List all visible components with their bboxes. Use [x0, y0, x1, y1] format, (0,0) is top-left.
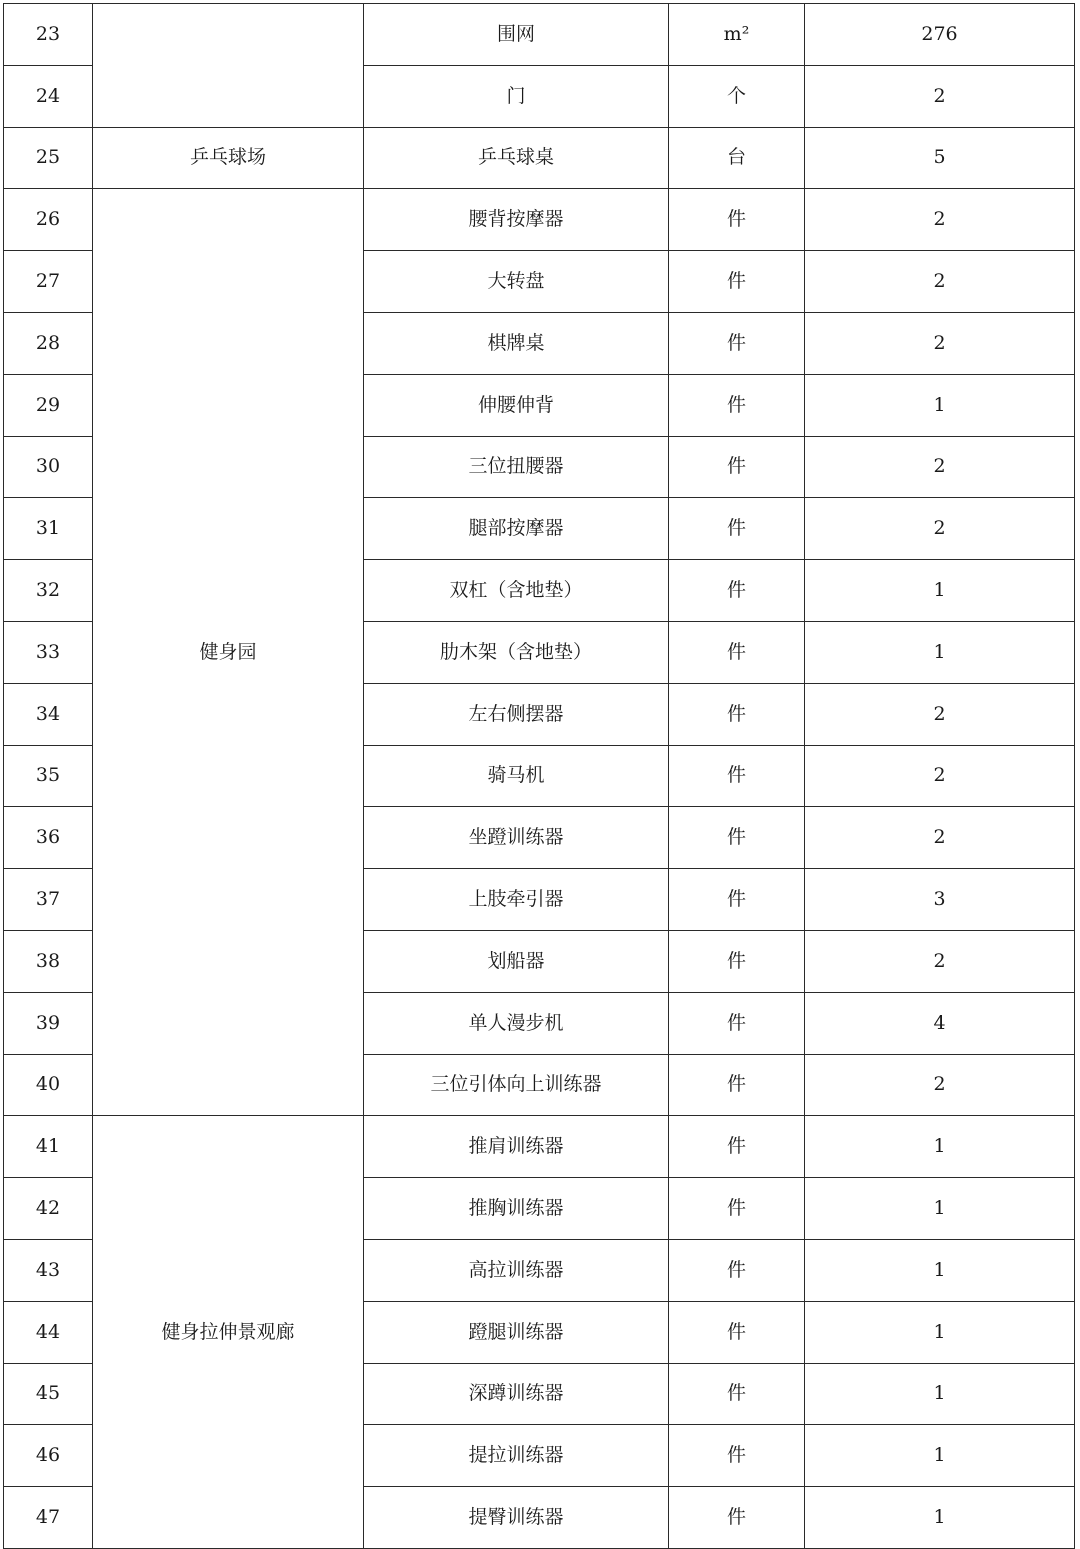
row-number-cell: 25 [4, 127, 93, 189]
group-name-cell: 健身拉伸景观廊 [93, 1116, 364, 1549]
table-body [4, 4, 1075, 1549]
unit-cell: 件 [669, 189, 805, 251]
unit-cell: 件 [669, 498, 805, 560]
table-row [4, 189, 1075, 251]
item-name-cell: 大转盘 [364, 251, 669, 313]
unit-cell: 件 [669, 1487, 805, 1549]
item-name-cell: 上肢牵引器 [364, 869, 669, 931]
unit-cell: 件 [669, 1116, 805, 1178]
row-number-cell: 44 [4, 1301, 93, 1363]
quantity-cell: 1 [805, 621, 1075, 683]
quantity-cell: 1 [805, 1363, 1075, 1425]
unit-cell: 件 [669, 560, 805, 622]
item-name-cell: 骑马机 [364, 745, 669, 807]
item-name-cell: 推肩训练器 [364, 1116, 669, 1178]
unit-cell: 件 [669, 621, 805, 683]
row-number-cell: 26 [4, 189, 93, 251]
unit-cell: 件 [669, 807, 805, 869]
unit-cell: 件 [669, 1054, 805, 1116]
item-name-cell: 推胸训练器 [364, 1178, 669, 1240]
row-number-cell: 43 [4, 1239, 93, 1301]
item-name-cell: 腰背按摩器 [364, 189, 669, 251]
unit-cell: 件 [669, 992, 805, 1054]
row-number-cell: 40 [4, 1054, 93, 1116]
unit-cell: 件 [669, 1239, 805, 1301]
item-name-cell: 门 [364, 65, 669, 127]
item-name-cell: 肋木架（含地垫） [364, 621, 669, 683]
row-number-cell: 33 [4, 621, 93, 683]
quantity-cell: 1 [805, 374, 1075, 436]
quantity-cell: 1 [805, 1116, 1075, 1178]
unit-cell: 件 [669, 251, 805, 313]
item-name-cell: 围网 [364, 4, 669, 66]
quantity-cell: 2 [805, 683, 1075, 745]
row-number-cell: 46 [4, 1425, 93, 1487]
item-name-cell: 乒乓球桌 [364, 127, 669, 189]
item-name-cell: 提拉训练器 [364, 1425, 669, 1487]
row-number-cell: 32 [4, 560, 93, 622]
row-number-cell: 27 [4, 251, 93, 313]
quantity-cell: 1 [805, 1425, 1075, 1487]
row-number-cell: 30 [4, 436, 93, 498]
quantity-cell: 1 [805, 560, 1075, 622]
item-name-cell: 高拉训练器 [364, 1239, 669, 1301]
unit-cell: 件 [669, 436, 805, 498]
quantity-cell: 1 [805, 1487, 1075, 1549]
unit-cell: 件 [669, 312, 805, 374]
equipment-table [3, 3, 1075, 1549]
row-number-cell: 35 [4, 745, 93, 807]
group-name-cell: 乒乓球场 [93, 127, 364, 189]
unit-cell: 件 [669, 1301, 805, 1363]
table-row [4, 127, 1075, 189]
item-name-cell: 深蹲训练器 [364, 1363, 669, 1425]
row-number-cell: 28 [4, 312, 93, 374]
unit-cell: 件 [669, 374, 805, 436]
item-name-cell: 双杠（含地垫） [364, 560, 669, 622]
item-name-cell: 坐蹬训练器 [364, 807, 669, 869]
row-number-cell: 37 [4, 869, 93, 931]
item-name-cell: 三位引体向上训练器 [364, 1054, 669, 1116]
item-name-cell: 划船器 [364, 930, 669, 992]
table-row [4, 1116, 1075, 1178]
quantity-cell: 1 [805, 1301, 1075, 1363]
item-name-cell: 棋牌桌 [364, 312, 669, 374]
group-name-cell: 健身园 [93, 189, 364, 1116]
row-number-cell: 23 [4, 4, 93, 66]
item-name-cell: 左右侧摆器 [364, 683, 669, 745]
quantity-cell: 2 [805, 807, 1075, 869]
row-number-cell: 24 [4, 65, 93, 127]
row-number-cell: 38 [4, 930, 93, 992]
row-number-cell: 39 [4, 992, 93, 1054]
item-name-cell: 单人漫步机 [364, 992, 669, 1054]
unit-cell: 件 [669, 1363, 805, 1425]
row-number-cell: 31 [4, 498, 93, 560]
item-name-cell: 蹬腿训练器 [364, 1301, 669, 1363]
quantity-cell: 2 [805, 498, 1075, 560]
quantity-cell: 3 [805, 869, 1075, 931]
unit-cell: 件 [669, 683, 805, 745]
quantity-cell: 5 [805, 127, 1075, 189]
table-row [4, 4, 1075, 66]
group-name-cell [93, 4, 364, 128]
row-number-cell: 45 [4, 1363, 93, 1425]
quantity-cell: 2 [805, 189, 1075, 251]
item-name-cell: 腿部按摩器 [364, 498, 669, 560]
unit-cell: 件 [669, 745, 805, 807]
unit-cell: 个 [669, 65, 805, 127]
quantity-cell: 2 [805, 745, 1075, 807]
row-number-cell: 29 [4, 374, 93, 436]
unit-cell: 台 [669, 127, 805, 189]
row-number-cell: 41 [4, 1116, 93, 1178]
row-number-cell: 36 [4, 807, 93, 869]
quantity-cell: 2 [805, 1054, 1075, 1116]
quantity-cell: 276 [805, 4, 1075, 66]
quantity-cell: 1 [805, 1178, 1075, 1240]
unit-cell: 件 [669, 869, 805, 931]
quantity-cell: 2 [805, 436, 1075, 498]
quantity-cell: 1 [805, 1239, 1075, 1301]
item-name-cell: 三位扭腰器 [364, 436, 669, 498]
unit-cell: 件 [669, 1425, 805, 1487]
quantity-cell: 2 [805, 251, 1075, 313]
row-number-cell: 47 [4, 1487, 93, 1549]
unit-cell: 件 [669, 930, 805, 992]
quantity-cell: 4 [805, 992, 1075, 1054]
quantity-cell: 2 [805, 65, 1075, 127]
unit-cell: 件 [669, 1178, 805, 1240]
quantity-cell: 2 [805, 312, 1075, 374]
row-number-cell: 34 [4, 683, 93, 745]
row-number-cell: 42 [4, 1178, 93, 1240]
unit-cell: m² [669, 4, 805, 66]
quantity-cell: 2 [805, 930, 1075, 992]
item-name-cell: 提臀训练器 [364, 1487, 669, 1549]
item-name-cell: 伸腰伸背 [364, 374, 669, 436]
